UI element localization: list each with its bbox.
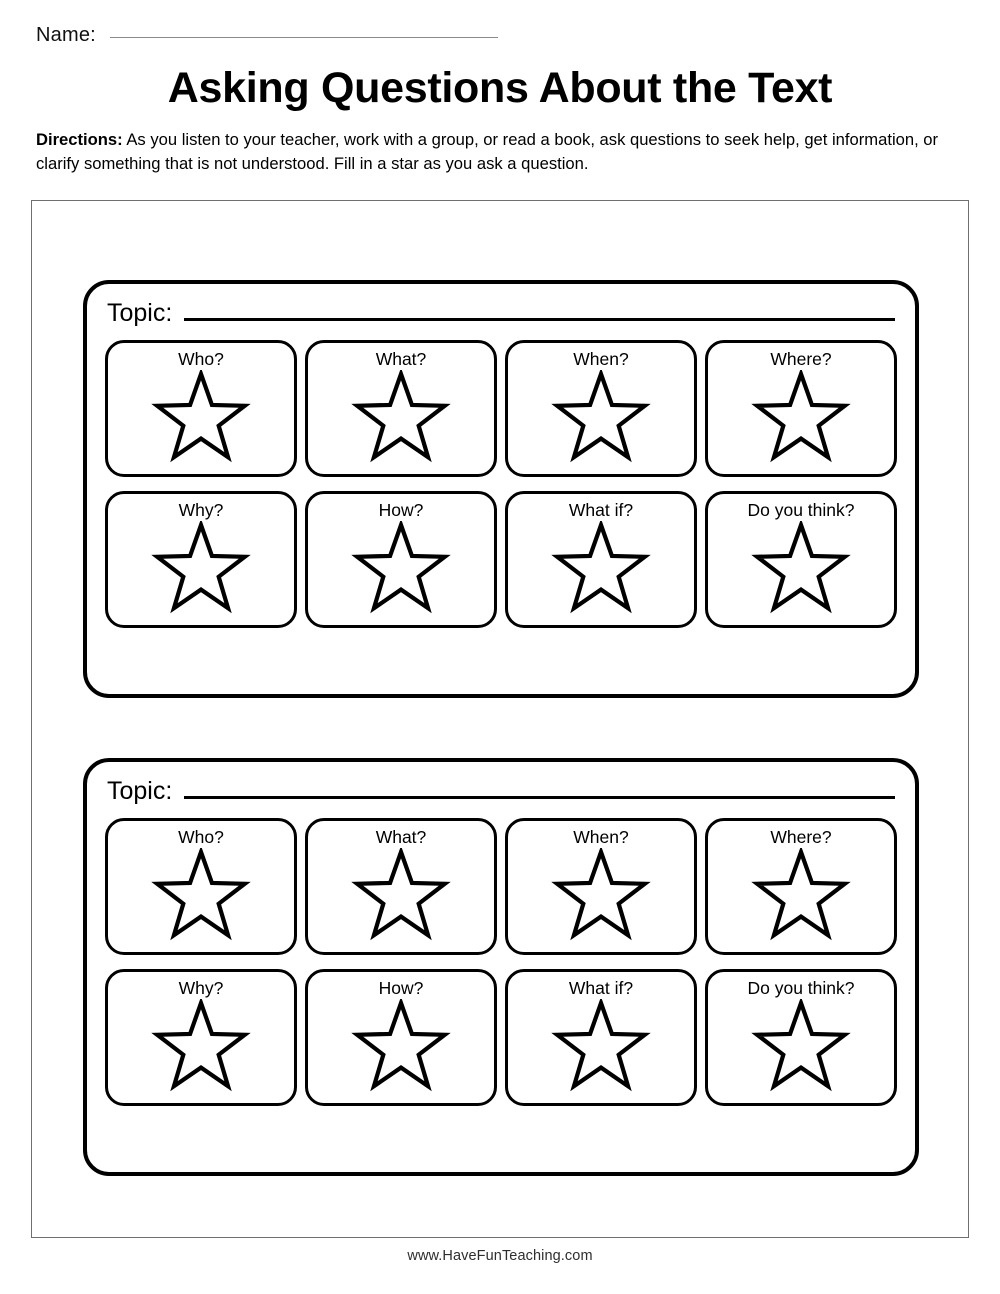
worksheet-frame [31,200,969,1238]
topic-header-2 [87,762,915,804]
name-label: Name: [36,24,96,46]
star-outline-icon[interactable] [749,521,853,620]
question-card-label: What? [375,349,427,369]
topic-label: Topic: [107,777,173,805]
name-input-line[interactable] [110,37,498,38]
question-card[interactable] [305,818,497,955]
question-card-label: What if? [568,500,634,520]
question-card[interactable] [305,491,497,628]
question-card[interactable] [505,340,697,477]
star-outline-icon[interactable] [149,999,253,1098]
directions-paragraph [36,128,966,176]
question-card[interactable] [505,818,697,955]
star-outline-icon[interactable] [749,999,853,1098]
question-card-row [87,340,915,477]
star-outline-icon[interactable] [549,370,653,469]
question-card-label: How? [378,500,424,520]
topic-label: Topic: [107,299,173,327]
name-row [36,24,498,47]
question-card[interactable] [305,969,497,1106]
question-card-label: Where? [770,827,832,847]
star-outline-icon[interactable] [149,521,253,620]
question-card-label: When? [573,349,629,369]
question-card[interactable] [105,491,297,628]
directions-text: As you listen to your teacher, work with a group, or read a book, ask questions to seek help, get information, or clarify something that is not understood. Fill in a star as you ask a question. [36,130,939,174]
topic-input-line[interactable] [184,318,895,321]
question-card-label: Do you think? [747,978,855,998]
star-outline-icon[interactable] [549,999,653,1098]
question-card[interactable] [705,969,897,1106]
topic-block-1 [83,280,919,698]
question-card-row [87,491,915,628]
question-card[interactable] [705,818,897,955]
question-card-label: What if? [568,978,634,998]
question-card-label: Do you think? [747,500,855,520]
question-card[interactable] [105,340,297,477]
page-title: Asking Questions About the Text [167,64,833,112]
directions-label: Directions: [36,130,123,149]
question-card-label: Who? [178,827,224,847]
question-card-label: Why? [178,500,224,520]
question-card[interactable] [705,491,897,628]
question-card[interactable] [505,491,697,628]
footer-credit: www.HaveFunTeaching.com [407,1248,593,1264]
star-outline-icon[interactable] [149,848,253,947]
star-outline-icon[interactable] [349,999,453,1098]
topic-input-line[interactable] [184,796,895,799]
question-card[interactable] [105,818,297,955]
question-card[interactable] [505,969,697,1106]
question-card-label: When? [573,827,629,847]
question-card-label: Who? [178,349,224,369]
star-outline-icon[interactable] [549,848,653,947]
star-outline-icon[interactable] [349,370,453,469]
question-card-label: How? [378,978,424,998]
question-card-label: Where? [770,349,832,369]
star-outline-icon[interactable] [149,370,253,469]
question-card-row [87,818,915,955]
star-outline-icon[interactable] [349,848,453,947]
question-card[interactable] [105,969,297,1106]
question-card-row [87,969,915,1106]
star-outline-icon[interactable] [749,370,853,469]
star-outline-icon[interactable] [349,521,453,620]
question-card-label: What? [375,827,427,847]
question-card[interactable] [705,340,897,477]
star-outline-icon[interactable] [749,848,853,947]
star-outline-icon[interactable] [549,521,653,620]
topic-header-1 [87,284,915,326]
question-card-label: Why? [178,978,224,998]
topic-block-2 [83,758,919,1176]
question-card[interactable] [305,340,497,477]
